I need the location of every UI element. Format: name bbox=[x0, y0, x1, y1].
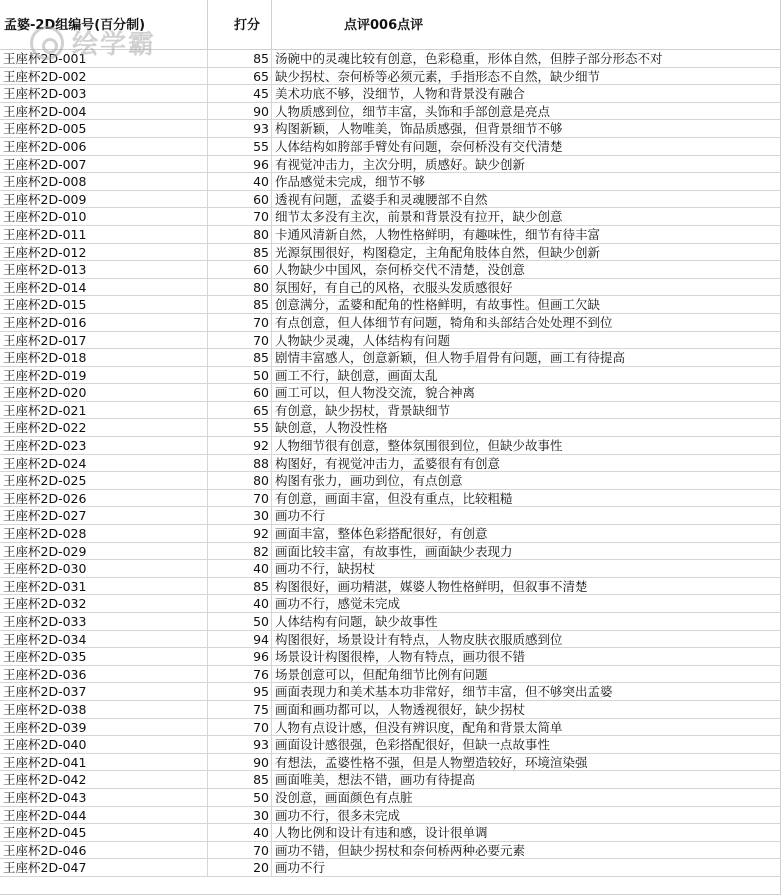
comment-cell[interactable]: 缺少拐杖、奈何桥等必须元素，手指形态不自然，缺少细节 bbox=[275, 68, 601, 84]
entry-id-cell[interactable]: 王座杯2D-020 bbox=[0, 384, 208, 401]
score-cell[interactable]: 80 bbox=[208, 226, 272, 243]
comment-cell[interactable]: 画功不行，感觉未完成 bbox=[275, 596, 401, 612]
comment-cell[interactable]: 画面唯美，想法不错，画功有待提高 bbox=[275, 772, 476, 788]
table-row bbox=[0, 437, 781, 455]
entry-id-cell[interactable]: 王座杯2D-004 bbox=[0, 103, 208, 120]
entry-id-cell[interactable]: 王座杯2D-024 bbox=[0, 455, 208, 472]
score-cell[interactable]: 65 bbox=[208, 402, 272, 419]
comment-cell[interactable]: 画面表现力和美术基本功非常好，细节丰富，但不够突出孟婆 bbox=[275, 684, 613, 700]
score-cell[interactable]: 70 bbox=[208, 719, 272, 736]
comment-cell[interactable]: 卡通风清新自然，人物性格鲜明，有趣味性，细节有待丰富 bbox=[275, 226, 601, 242]
score-cell[interactable]: 55 bbox=[208, 419, 272, 436]
entry-id-cell[interactable]: 王座杯2D-030 bbox=[0, 560, 208, 577]
comment-cell[interactable]: 画面设计感很强，色彩搭配很好，但缺一点故事性 bbox=[275, 737, 551, 753]
entry-id-cell[interactable]: 王座杯2D-019 bbox=[0, 367, 208, 384]
entry-id-cell[interactable]: 王座杯2D-007 bbox=[0, 156, 208, 173]
entry-id-cell[interactable]: 王座杯2D-011 bbox=[0, 226, 208, 243]
score-cell[interactable]: 93 bbox=[208, 736, 272, 753]
table-row bbox=[0, 701, 781, 719]
score-cell[interactable]: 20 bbox=[208, 859, 272, 876]
score-cell[interactable]: 40 bbox=[208, 595, 272, 612]
entry-id-cell[interactable]: 王座杯2D-015 bbox=[0, 296, 208, 313]
comment-cell[interactable]: 画面和画功都可以，人物透视很好，缺少拐杖 bbox=[275, 701, 526, 717]
score-cell[interactable]: 82 bbox=[208, 543, 272, 560]
table-row bbox=[0, 50, 781, 68]
entry-id-cell[interactable]: 王座杯2D-005 bbox=[0, 120, 208, 137]
score-cell[interactable]: 85 bbox=[208, 244, 272, 261]
table-row bbox=[0, 683, 781, 701]
comment-cell[interactable]: 画功不行，很多未完成 bbox=[275, 807, 401, 823]
table-row bbox=[0, 648, 781, 666]
table-row bbox=[0, 173, 781, 191]
table-row bbox=[0, 226, 781, 244]
comment-cell[interactable]: 画工可以，但人物没交流，貌合神离 bbox=[275, 385, 476, 401]
comment-cell[interactable]: 画功不错，但缺少拐杖和奈何桥两种必要元素 bbox=[275, 842, 526, 858]
score-cell[interactable]: 40 bbox=[208, 560, 272, 577]
table-row bbox=[0, 296, 781, 314]
table-row bbox=[0, 736, 781, 754]
entry-id-cell[interactable]: 王座杯2D-003 bbox=[0, 85, 208, 102]
score-cell[interactable]: 85 bbox=[208, 349, 272, 366]
table-row bbox=[0, 68, 781, 86]
score-cell[interactable]: 92 bbox=[208, 525, 272, 542]
header-id-cell[interactable]: 孟婆-2D组编号(百分制) bbox=[0, 0, 208, 49]
score-cell[interactable]: 88 bbox=[208, 455, 272, 472]
entry-id-cell[interactable]: 王座杯2D-017 bbox=[0, 332, 208, 349]
table-row bbox=[0, 455, 781, 473]
table-row bbox=[0, 631, 781, 649]
entry-id-cell[interactable]: 王座杯2D-021 bbox=[0, 402, 208, 419]
entry-id-cell[interactable]: 王座杯2D-002 bbox=[0, 68, 208, 85]
entry-id-cell[interactable]: 王座杯2D-001 bbox=[0, 50, 208, 67]
entry-id-cell[interactable]: 王座杯2D-034 bbox=[0, 631, 208, 648]
table-row bbox=[0, 613, 781, 631]
score-cell[interactable]: 96 bbox=[208, 156, 272, 173]
comment-cell[interactable]: 构图好，有视觉冲击力，孟婆很有有创意 bbox=[275, 455, 501, 471]
entry-id-cell[interactable]: 王座杯2D-026 bbox=[0, 490, 208, 507]
score-cell[interactable]: 94 bbox=[208, 631, 272, 648]
comment-cell[interactable]: 有点创意，但人体细节有问题，犄角和头部结合处处理不到位 bbox=[275, 314, 613, 330]
table-row bbox=[0, 771, 781, 789]
entry-id-cell[interactable]: 王座杯2D-043 bbox=[0, 789, 208, 806]
entry-id-cell[interactable]: 王座杯2D-047 bbox=[0, 859, 208, 876]
score-cell[interactable]: 70 bbox=[208, 332, 272, 349]
score-cell[interactable]: 92 bbox=[208, 437, 272, 454]
comment-cell[interactable]: 没创意，画面颜色有点脏 bbox=[275, 789, 413, 805]
comment-cell[interactable]: 场景设计构图很棒，人物有特点，画功很不错 bbox=[275, 649, 526, 665]
score-cell[interactable]: 90 bbox=[208, 754, 272, 771]
comment-cell[interactable]: 画功不行 bbox=[275, 508, 326, 524]
table-row bbox=[0, 85, 781, 103]
score-cell[interactable]: 80 bbox=[208, 472, 272, 489]
comment-cell[interactable]: 构图很好，场景设计有特点，人物皮肤衣服质感到位 bbox=[275, 631, 563, 647]
entry-id-cell[interactable]: 王座杯2D-042 bbox=[0, 771, 208, 788]
table-row bbox=[0, 490, 781, 508]
table-row bbox=[0, 754, 781, 772]
entry-id-cell[interactable]: 王座杯2D-041 bbox=[0, 754, 208, 771]
table-row bbox=[0, 578, 781, 596]
table-row bbox=[0, 314, 781, 332]
score-cell[interactable]: 50 bbox=[208, 367, 272, 384]
header-score-cell[interactable]: 打分 bbox=[208, 0, 272, 49]
comment-cell[interactable]: 有创意，缺少拐杖，背景缺细节 bbox=[275, 402, 451, 418]
header-comment-cell[interactable]: 点评006点评 bbox=[344, 18, 424, 33]
comment-cell[interactable]: 场景创意可以，但配角细节比例有问题 bbox=[275, 666, 488, 682]
comment-cell[interactable]: 剧情丰富感人，创意新颖，但人物手眉骨有问题，画工有待提高 bbox=[275, 350, 626, 366]
comment-cell[interactable]: 有视觉冲击力，主次分明，质感好。缺少创新 bbox=[275, 156, 526, 172]
comment-cell[interactable]: 透视有问题，孟婆手和灵魂腰部不自然 bbox=[275, 191, 488, 207]
table-row bbox=[0, 543, 781, 561]
table-row bbox=[0, 719, 781, 737]
score-cell[interactable]: 40 bbox=[208, 173, 272, 190]
table-row bbox=[0, 332, 781, 350]
score-cell[interactable]: 30 bbox=[208, 807, 272, 824]
table-row bbox=[0, 367, 781, 385]
comment-cell[interactable]: 人体结构有问题，缺少故事性 bbox=[275, 614, 438, 629]
entry-id-cell[interactable]: 王座杯2D-013 bbox=[0, 261, 208, 278]
comment-cell[interactable]: 人物缺少灵魂，人体结构有问题 bbox=[275, 332, 451, 348]
table-row bbox=[0, 419, 781, 437]
entry-id-cell[interactable]: 王座杯2D-009 bbox=[0, 191, 208, 208]
table-row bbox=[0, 208, 781, 226]
comment-cell[interactable]: 画面丰富，整体色彩搭配很好，有创意 bbox=[275, 526, 488, 542]
header-row bbox=[0, 0, 781, 50]
comment-cell[interactable]: 人物比例和设计有违和感，设计很单调 bbox=[275, 825, 488, 841]
score-cell[interactable]: 50 bbox=[208, 613, 272, 630]
score-cell[interactable]: 85 bbox=[208, 50, 272, 67]
table-row bbox=[0, 402, 781, 420]
table-row bbox=[0, 595, 781, 613]
score-cell[interactable]: 65 bbox=[208, 68, 272, 85]
comment-cell[interactable]: 有创意，画面丰富，但没有重点，比较粗糙 bbox=[275, 490, 513, 506]
entry-id-cell[interactable]: 王座杯2D-023 bbox=[0, 437, 208, 454]
score-cell[interactable]: 85 bbox=[208, 296, 272, 313]
table-row bbox=[0, 279, 781, 297]
table-row bbox=[0, 842, 781, 860]
entry-id-cell[interactable]: 王座杯2D-045 bbox=[0, 824, 208, 841]
comment-cell[interactable]: 画工不行，缺创意，画面太乱 bbox=[275, 367, 438, 383]
table-row bbox=[0, 156, 781, 174]
score-cell[interactable]: 85 bbox=[208, 578, 272, 595]
entry-id-cell[interactable]: 王座杯2D-027 bbox=[0, 507, 208, 524]
table-row bbox=[0, 191, 781, 209]
score-cell[interactable]: 85 bbox=[208, 771, 272, 788]
comment-cell[interactable]: 人物缺少中国风，奈何桥交代不清楚，没创意 bbox=[275, 262, 526, 278]
score-cell[interactable]: 45 bbox=[208, 85, 272, 102]
score-cell[interactable]: 80 bbox=[208, 279, 272, 296]
comment-cell[interactable]: 光源氛围很好，构图稳定，主角配角肢体自然，但缺少创新 bbox=[275, 244, 601, 260]
comment-cell[interactable]: 作品感觉未完成，细节不够 bbox=[275, 174, 426, 190]
entry-id-cell[interactable]: 王座杯2D-010 bbox=[0, 208, 208, 225]
score-cell[interactable]: 55 bbox=[208, 138, 272, 155]
table-row bbox=[0, 859, 781, 877]
watermark-text: 绘学霸 bbox=[72, 30, 157, 60]
score-cell[interactable]: 50 bbox=[208, 789, 272, 806]
table-row bbox=[0, 349, 781, 367]
entry-id-cell[interactable]: 王座杯2D-040 bbox=[0, 736, 208, 753]
table-row bbox=[0, 103, 781, 121]
entry-id-cell[interactable]: 王座杯2D-039 bbox=[0, 719, 208, 736]
score-cell[interactable]: 70 bbox=[208, 842, 272, 859]
entry-id-cell[interactable]: 王座杯2D-018 bbox=[0, 349, 208, 366]
table-row bbox=[0, 789, 781, 807]
table-body bbox=[0, 50, 781, 877]
score-cell[interactable]: 96 bbox=[208, 648, 272, 665]
entry-id-cell[interactable]: 王座杯2D-035 bbox=[0, 648, 208, 665]
entry-id-cell[interactable]: 王座杯2D-036 bbox=[0, 666, 208, 683]
score-cell[interactable]: 75 bbox=[208, 701, 272, 718]
table-row bbox=[0, 507, 781, 525]
comment-cell[interactable]: 画面比较丰富，有故事性，画面缺少表现力 bbox=[275, 543, 513, 559]
comment-cell[interactable]: 细节太多没有主次，前景和背景没有拉开，缺少创意 bbox=[275, 209, 563, 225]
comment-cell[interactable]: 构图有张力，画功到位，有点创意 bbox=[275, 473, 463, 489]
entry-id-cell[interactable]: 王座杯2D-025 bbox=[0, 472, 208, 489]
score-cell[interactable]: 60 bbox=[208, 261, 272, 278]
entry-id-cell[interactable]: 王座杯2D-028 bbox=[0, 525, 208, 542]
score-cell[interactable]: 30 bbox=[208, 507, 272, 524]
comment-cell[interactable]: 人体结构如胯部手臂处有问题，奈何桥没有交代清楚 bbox=[275, 138, 563, 154]
score-cell[interactable]: 60 bbox=[208, 384, 272, 401]
table-row bbox=[0, 244, 781, 262]
table-row bbox=[0, 138, 781, 156]
entry-id-cell[interactable]: 王座杯2D-016 bbox=[0, 314, 208, 331]
table-row bbox=[0, 261, 781, 279]
entry-id-cell[interactable]: 王座杯2D-033 bbox=[0, 613, 208, 630]
comment-cell[interactable]: 人物有点设计感，但没有辨识度，配角和背景太简单 bbox=[275, 719, 563, 735]
table-row bbox=[0, 384, 781, 402]
table-row bbox=[0, 560, 781, 578]
entry-id-cell[interactable]: 王座杯2D-006 bbox=[0, 138, 208, 155]
comment-cell[interactable]: 构图新颖，人物唯美，饰品质感强，但背景细节不够 bbox=[275, 121, 563, 137]
entry-id-cell[interactable]: 王座杯2D-029 bbox=[0, 543, 208, 560]
entry-id-cell[interactable]: 王座杯2D-046 bbox=[0, 842, 208, 859]
score-cell[interactable]: 76 bbox=[208, 666, 272, 683]
comment-cell[interactable]: 氛围好，有自己的风格，衣服头发质感很好 bbox=[275, 279, 513, 295]
comment-cell[interactable]: 画功不行，缺拐杖 bbox=[275, 561, 376, 577]
comment-cell[interactable]: 构图很好，画功精湛，媒婆人物性格鲜明，但叙事不清楚 bbox=[275, 578, 588, 594]
score-cell[interactable]: 70 bbox=[208, 314, 272, 331]
entry-id-cell[interactable]: 王座杯2D-032 bbox=[0, 595, 208, 612]
entry-id-cell[interactable]: 王座杯2D-008 bbox=[0, 173, 208, 190]
comment-cell[interactable]: 汤碗中的灵魂比较有创意，色彩稳重，形体自然，但脖子部分形态不对 bbox=[275, 51, 663, 66]
entry-id-cell[interactable]: 王座杯2D-037 bbox=[0, 683, 208, 700]
entry-id-cell[interactable]: 王座杯2D-022 bbox=[0, 419, 208, 436]
table-row bbox=[0, 666, 781, 684]
table-row bbox=[0, 824, 781, 842]
table-row bbox=[0, 472, 781, 490]
score-cell[interactable]: 60 bbox=[208, 191, 272, 208]
entry-id-cell[interactable]: 王座杯2D-014 bbox=[0, 279, 208, 296]
score-cell[interactable]: 70 bbox=[208, 490, 272, 507]
table-row bbox=[0, 120, 781, 138]
comment-cell[interactable]: 缺创意，人物没性格 bbox=[275, 420, 388, 436]
comment-cell[interactable]: 画功不行 bbox=[275, 860, 326, 876]
entry-id-cell[interactable]: 王座杯2D-031 bbox=[0, 578, 208, 595]
score-cell[interactable]: 70 bbox=[208, 208, 272, 225]
comment-cell[interactable]: 美术功底不够，没细节，人物和背景没有融合 bbox=[275, 86, 526, 102]
score-cell[interactable]: 90 bbox=[208, 103, 272, 120]
comment-cell[interactable]: 创意满分，孟婆和配角的性格鲜明，有故事性。但画工欠缺 bbox=[275, 297, 601, 313]
comment-cell[interactable]: 人物质感到位，细节丰富，头饰和手部创意是亮点 bbox=[275, 103, 551, 119]
comment-cell[interactable]: 有想法，孟婆性格不强，但是人物塑造较好，环境渲染强 bbox=[275, 754, 588, 770]
table-row bbox=[0, 807, 781, 825]
entry-id-cell[interactable]: 王座杯2D-038 bbox=[0, 701, 208, 718]
table-row bbox=[0, 525, 781, 543]
entry-id-cell[interactable]: 王座杯2D-012 bbox=[0, 244, 208, 261]
score-cell[interactable]: 95 bbox=[208, 683, 272, 700]
score-cell[interactable]: 93 bbox=[208, 120, 272, 137]
score-cell[interactable]: 40 bbox=[208, 824, 272, 841]
comment-cell[interactable]: 人物细节很有创意，整体氛围很到位，但缺少故事性 bbox=[275, 438, 563, 454]
entry-id-cell[interactable]: 王座杯2D-044 bbox=[0, 807, 208, 824]
